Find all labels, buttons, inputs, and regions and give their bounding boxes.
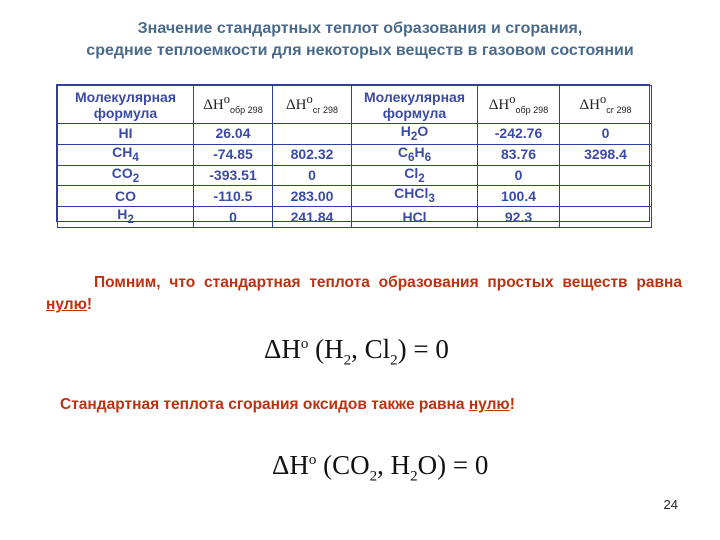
table-header-row	[58, 86, 652, 124]
slide-title	[20, 18, 700, 62]
table-row: $CH_4$ -74.85 802.32 $C_6H_6$ 83.76 3298.4	[58, 144, 652, 165]
header-dh-formation-right: $\Delta H^o_{обр 298}$	[478, 86, 560, 124]
page-number: 24	[663, 497, 678, 512]
title-line-2: средние теплоемкости для некоторых веществ в газовом состоянии	[86, 42, 634, 59]
note-simple-substances: Помним, что стандартная теплота образования простых веществ равна нулю!	[46, 274, 682, 313]
header-dh-combustion-right: $\Delta H^o_{сг 298}$	[560, 86, 652, 124]
table-row: CO -110.5 283.00 CHCl$_3$ 100.4	[58, 186, 652, 207]
table-row: $CO_2$ -393.51 0 $Cl_2$ 0	[58, 165, 652, 186]
header-formula-right: Молекулярная формула	[352, 86, 478, 124]
data-table	[56, 84, 650, 226]
header-dh-combustion-left: $\Delta H^o_{сг 298}$	[273, 86, 352, 124]
header-formula-left: Молекулярная формула	[58, 86, 194, 124]
formula-simple-substances: $\Delta H^o$ ($H_2$, $Cl_2) = 0$	[264, 334, 449, 369]
table-row: $H_2$ 0 241.84 HCl 92.3	[58, 207, 652, 228]
formula-oxides: $\Delta H^o$ ($CO_2$, $H_2O) = 0$	[272, 450, 489, 485]
table-row: HI 26.04 $H_2O$ -242.76 0	[58, 124, 652, 145]
header-dh-formation-left: $\Delta H^o_{обр 298}$	[194, 86, 273, 124]
title-line-1: Значение стандартных теплот образования и сгорания,	[137, 20, 583, 37]
note-oxides: Стандартная теплота сгорания оксидов также равна нулю!	[60, 396, 515, 413]
